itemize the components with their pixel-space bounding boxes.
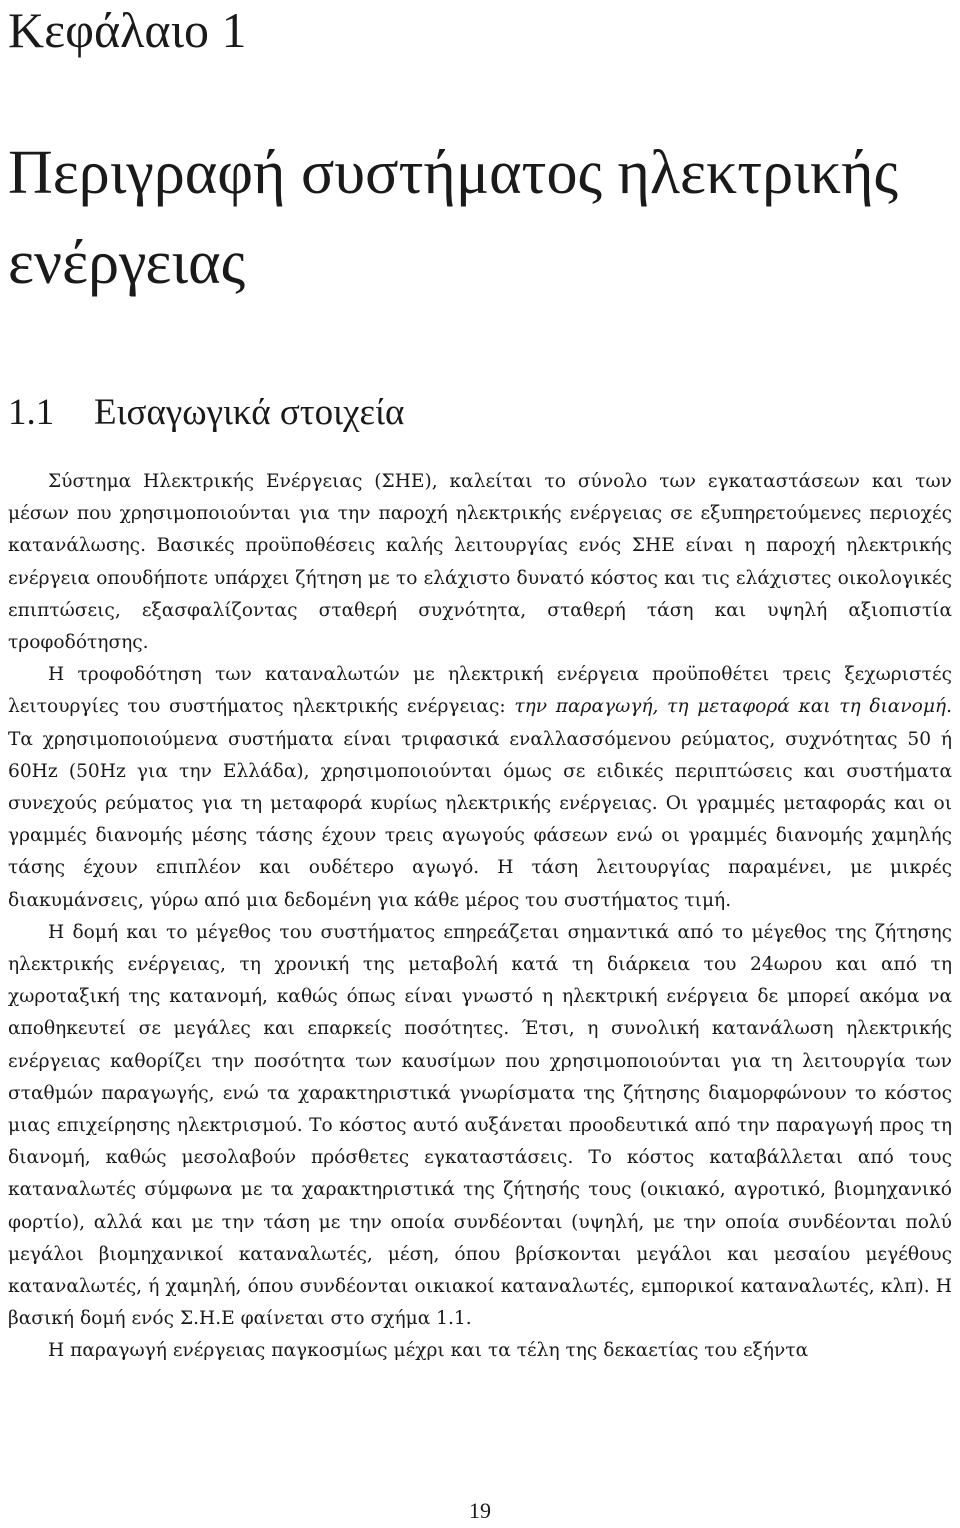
paragraph-functions-text-start: Η τροφοδότηση των καταναλωτών με ηλεκτρική ενέργεια προϋποθέτει τρεις ξεχωριστές λειτουργίες του συστήματος ηλεκτρικής ενέργειας: [8,664,952,718]
paragraph-functions-text-end: . Τα χρησιμοποιούμενα συστήματα είναι τριφασικά εναλλασσόμενου ρεύματος, συχνότητας 50 ή 60Hz (50Hz για την Ελλάδα), χρησιμοποιούνται όμως σε ειδικές περιπτώσεις και συστήματα συνεχούς ρεύματος για τη μεταφορά κυρίως ηλεκτρικής ενέργειας. Οι γραμμές μεταφοράς και οι γραμμές διανομής μέσης τάσης έχουν τρεις αγωγούς φάσεων ενώ οι γραμμές διανομής χαμηλής τάσης έχουν επιπλέον και ουδέτερο αγωγό. Η τάση λειτουργίας παραμένει, με μικρές διακυμάνσεις, γύρω από μια δεδομένη για κάθε μέρος του συστήματος τιμή. [8,696,952,911]
body-text [8,466,952,1368]
section-heading [8,388,404,438]
page-number: 19 [469,1498,491,1523]
section-number: 1.1 [8,392,55,433]
section-title: Εισαγωγικά στοιχεία [94,392,405,433]
document-page [8,0,952,1528]
paragraph-functions-emphasis: την παραγωγή, τη μεταφορά και τη διανομή [514,696,947,718]
paragraph-production: Η παραγωγή ενέργειας παγκοσμίως μέχρι και τα τέλη της δεκαετίας του εξήντα [48,1340,809,1362]
chapter-label: Κεφάλαιο 1 [8,2,247,58]
chapter-title: Περιγραφή συστήματος ηλεκτρικής ενέργειας [8,139,899,297]
paragraph-definition: Σύστημα Ηλεκτρικής Ενέργειας (ΣΗΕ), καλείται το σύνολο των εγκαταστάσεων και των μέσων που χρησιμοποιούνται για την παροχή ηλεκτρικής ενέργειας σε εξυπηρετούμενες περιοχές κατανάλωσης. Βασικές προϋποθέσεις καλής λειτουργίας ενός ΣΗΕ είναι η παροχή ηλεκτρικής ενέργεια οπουδήποτε υπάρχει ζήτηση με το ελάχιστο δυνατό κόστος και τις ελάχιστες οικολογικές επιπτώσεις, εξασφαλίζοντας σταθερή συχνότητα, σταθερή τάση και υψηλή αξιοπιστία τροφοδότησης. [8,471,952,654]
paragraph-functions [8,659,952,917]
paragraph-structure: Η δομή και το μέγεθος του συστήματος επηρεάζεται σημαντικά από το μέγεθος της ζήτησης ηλεκτρικής ενέργειας, τη χρονική της μεταβολή κατά τη διάρκεια του 24ωρου και από τη χωροταξική της κατανομή, καθώς όπως είναι γνωστό η ηλεκτρική ενέργεια δε μπορεί ακόμα να αποθηκευτεί σε μεγάλες και επαρκείς ποσότητες. Έτσι, η συνολική κατανάλωση ηλεκτρικής ενέργειας καθορίζει την ποσότητα των καυσίμων που χρησιμοποιούνται για τη λειτουργία των σταθμών παραγωγής, ενώ τα χαρακτηριστικά γνωρίσματα της ζήτησης διαμορφώνουν το κόστος μιας επιχείρησης ηλεκτρισμού. Το κόστος αυτό αυξάνεται προοδευτικά από την παραγωγή προς τη διανομή, καθώς μεσολαβούν πρόσθετες εγκαταστάσεις. Το κόστος καταβάλλεται από τους καταναλωτές σύμφωνα με τα χαρακτηριστικά της ζήτησής τους (οικιακό, αγροτικό, βιομηχανικό φορτίο), αλλά και με την τάση με την οποία συνδέονται (υψηλή, με την οποία συνδέονται πολύ μεγάλοι βιομηχανικοί καταναλωτές, μέση, όπου βρίσκονται μεγάλοι και μεσαίου μεγέθους καταναλωτές, ή χαμηλή, όπου συνδέονται οικιακοί καταναλωτές, εμπορικοί καταναλωτές, κλπ). Η βασική δομή ενός Σ.Η.Ε φαίνεται στο σχήμα 1.1. [8,921,952,1330]
